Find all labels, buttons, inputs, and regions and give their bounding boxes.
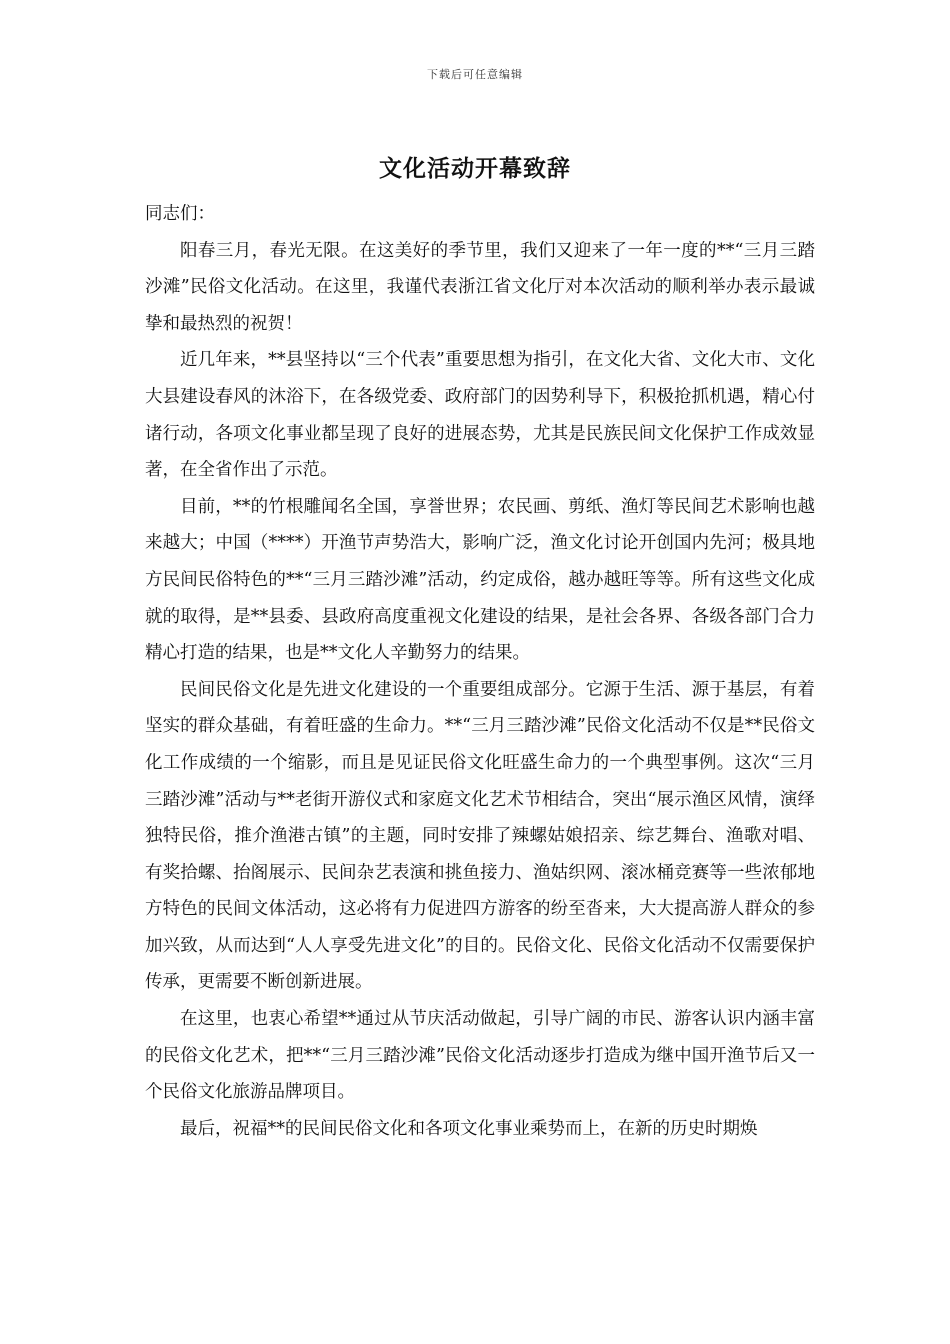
header-note: 下载后可任意编辑	[427, 68, 523, 81]
paragraph-2: 近几年来，**县坚持以“三个代表”重要思想为指引，在文化大省、文化大市、文化大县建设春风的沐浴下，在各级党委、政府部门的因势利导下，积极抢抓机遇，精心付诸行动，各项文化事业都呈现了良好的进展态势，尤其是民族民间文化保护工作成效显著，在全省作出了示范。	[145, 350, 815, 481]
paragraph-1: 阳春三月，春光无限。在这美好的季节里，我们又迎来了一年一度的**“三月三踏沙滩”民俗文化活动。在这里，我谨代表浙江省文化厅对本次活动的顺利举办表示最诚挚和最热烈的祝贺！	[145, 240, 815, 334]
salutation: 同志们：	[145, 204, 215, 224]
paragraph-5: 在这里，也衷心希望**通过从节庆活动做起，引导广阔的市民、游客认识内涵丰富的民俗文化艺术，把**“三月三踏沙滩”民俗文化活动逐步打造成为继中国开渔节后又一个民俗文化旅游品牌项目。	[145, 1009, 815, 1103]
paragraph-4: 民间民俗文化是先进文化建设的一个重要组成部分。它源于生活、源于基层，有着坚实的群众基础，有着旺盛的生命力。**“三月三踏沙滩”民俗文化活动不仅是**民俗文化工作成绩的一个缩影，而且是见证民俗文化旺盛生命力的一个典型事例。这次“三月三踏沙滩”活动与**老街开游仪式和家庭文化艺术节相结合，突出“展示渔区风情，演绎独特民俗，推介渔港古镇”的主题，同时安排了辣螺姑娘招亲、综艺舞台、渔歌对唱、有奖拾螺、抬阁展示、民间杂艺表演和挑鱼接力、渔姑织网、滚冰桶竞赛等一些浓郁地方特色的民间文体活动，这必将有力促进四方游客的纷至沓来，大大提高游人群众的参加兴致，从而达到“人人享受先进文化”的目的。民俗文化、民俗文化活动不仅需要保护传承，更需要不断创新进展。	[145, 679, 815, 993]
paragraph-3: 目前，**的竹根雕闻名全国，享誉世界；农民画、剪纸、渔灯等民间艺术影响也越来越大；中国（****）开渔节声势浩大，影响广泛，渔文化讨论开创国内先河；极具地方民间民俗特色的**“三月三踏沙滩”活动，约定成俗，越办越旺等等。所有这些文化成就的取得，是**县委、县政府高度重视文化建设的结果，是社会各界、各级各部门合力精心打造的结果，也是**文化人辛勤努力的结果。	[145, 496, 815, 664]
paragraph-6: 最后，祝福**的民间民俗文化和各项文化事业乘势而上，在新的历史时期焕	[180, 1118, 758, 1139]
document-body	[145, 196, 815, 1147]
document-title: 文化活动开幕致辞	[379, 155, 571, 182]
